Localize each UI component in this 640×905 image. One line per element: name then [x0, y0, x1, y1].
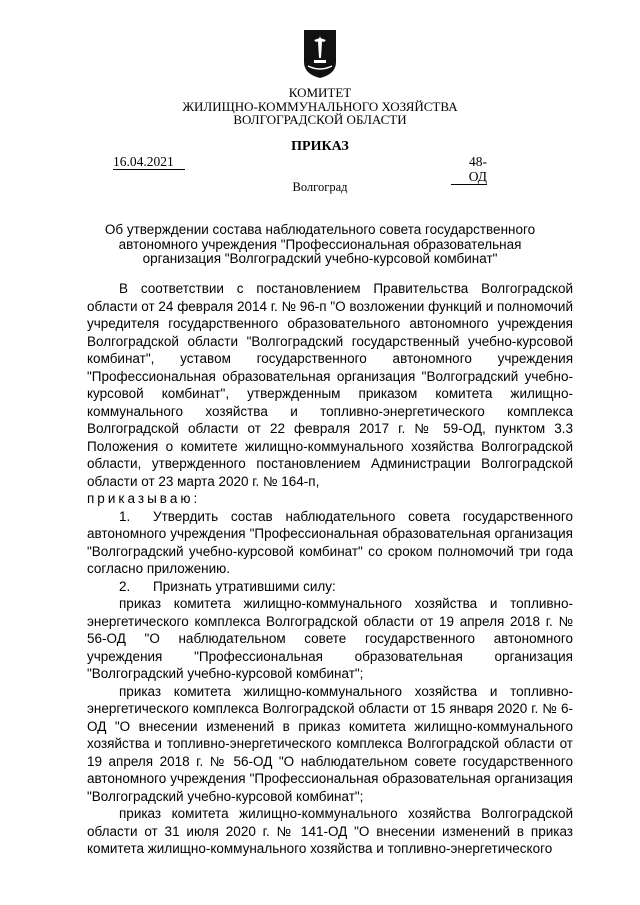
city: Волгоград	[292, 180, 348, 194]
order-body	[87, 280, 573, 858]
document-type: ПРИКАЗ	[291, 139, 349, 154]
order-word: приказываю:	[87, 491, 201, 506]
repealed-order: приказ комитета жилищно-коммунального хозяйства Волгоградской области от 31 июля 2020 г. № 141-ОД "О внесении изменений в приказ комитета жилищно-коммунального хозяйства и топливно-энергетического	[87, 806, 573, 856]
committee-title: КОМИТЕТ	[288, 85, 352, 100]
order-number: 48-ОД	[451, 154, 487, 185]
repealed-order: приказ комитета жилищно-коммунального хозяйства и топливно-энергетического комплекса Волгоградской области от 19 апреля 2018 г. № 56-ОД "О наблюдательном совете государственного автономного учреждения "Профессиональная образовательная организация "Волгоградский учебно-курсовой комбинат";	[87, 596, 573, 681]
coat-of-arms-icon	[302, 28, 338, 80]
repealed-order: приказ комитета жилищно-коммунального хозяйства и топливно-энергетического комплекса Волгоградской области от 15 января 2020 г. № 6-ОД "О внесении изменений в приказ комитета жилищно-коммунального хозяйства и топливно-энергетического комплекса Волгоградской области от 19 апреля 2018 г. № 56-ОД "О наблюдательном совете государственного автономного учреждения "Профессиональная образовательная организация "Волгоградский учебно-курсовой комбинат";	[87, 683, 573, 804]
committee-name: ЖИЛИЩНО-КОММУНАЛЬНОГО ХОЗЯЙСТВА	[182, 99, 458, 114]
list-item: 1. Утвердить состав наблюдательного совета государственного автономного учреждения "Профессиональная образовательная организация "Волгоградский учебно-курсовой комбинат" со сроком полномочий три года согласно приложению.	[87, 508, 573, 576]
order-subject: Об утверждении состава наблюдательного совета государственного автономного учреждения "Профессиональная образовательная организация "Волгоградский учебно-курсовой комбинат"	[104, 222, 536, 266]
preamble-paragraph: В соответствии с постановлением Правительства Волгоградской области от 24 февраля 2014 г. № 96-п "О возложении функций и полномочий учредителя государственного образовательного автономного учреждения Волгоградской области "Волгоградский государственный учебно-курсовой комбинат", уставом государственного автономного учреждения "Профессиональная образовательная организация "Волгоградский учебно-курсовой комбинат", утвержденным приказом комитета жилищно-коммунального хозяйства и топливно-энергетического комплекса Волгоградской области от 22 февраля 2017 г. № 59-ОД, пунктом 3.3 Положения о комитете жилищно-коммунального хозяйства Волгоградской области, утвержденного постановлением Администрации Волгоградской области от 23 марта 2020 г. № 164-п,	[87, 281, 573, 489]
committee-region: ВОЛГОГРАДСКОЙ ОБЛАСТИ	[233, 112, 407, 127]
order-date: 16.04.2021	[113, 154, 185, 170]
list-item: 2. Признать утратившими силу:	[119, 578, 336, 594]
